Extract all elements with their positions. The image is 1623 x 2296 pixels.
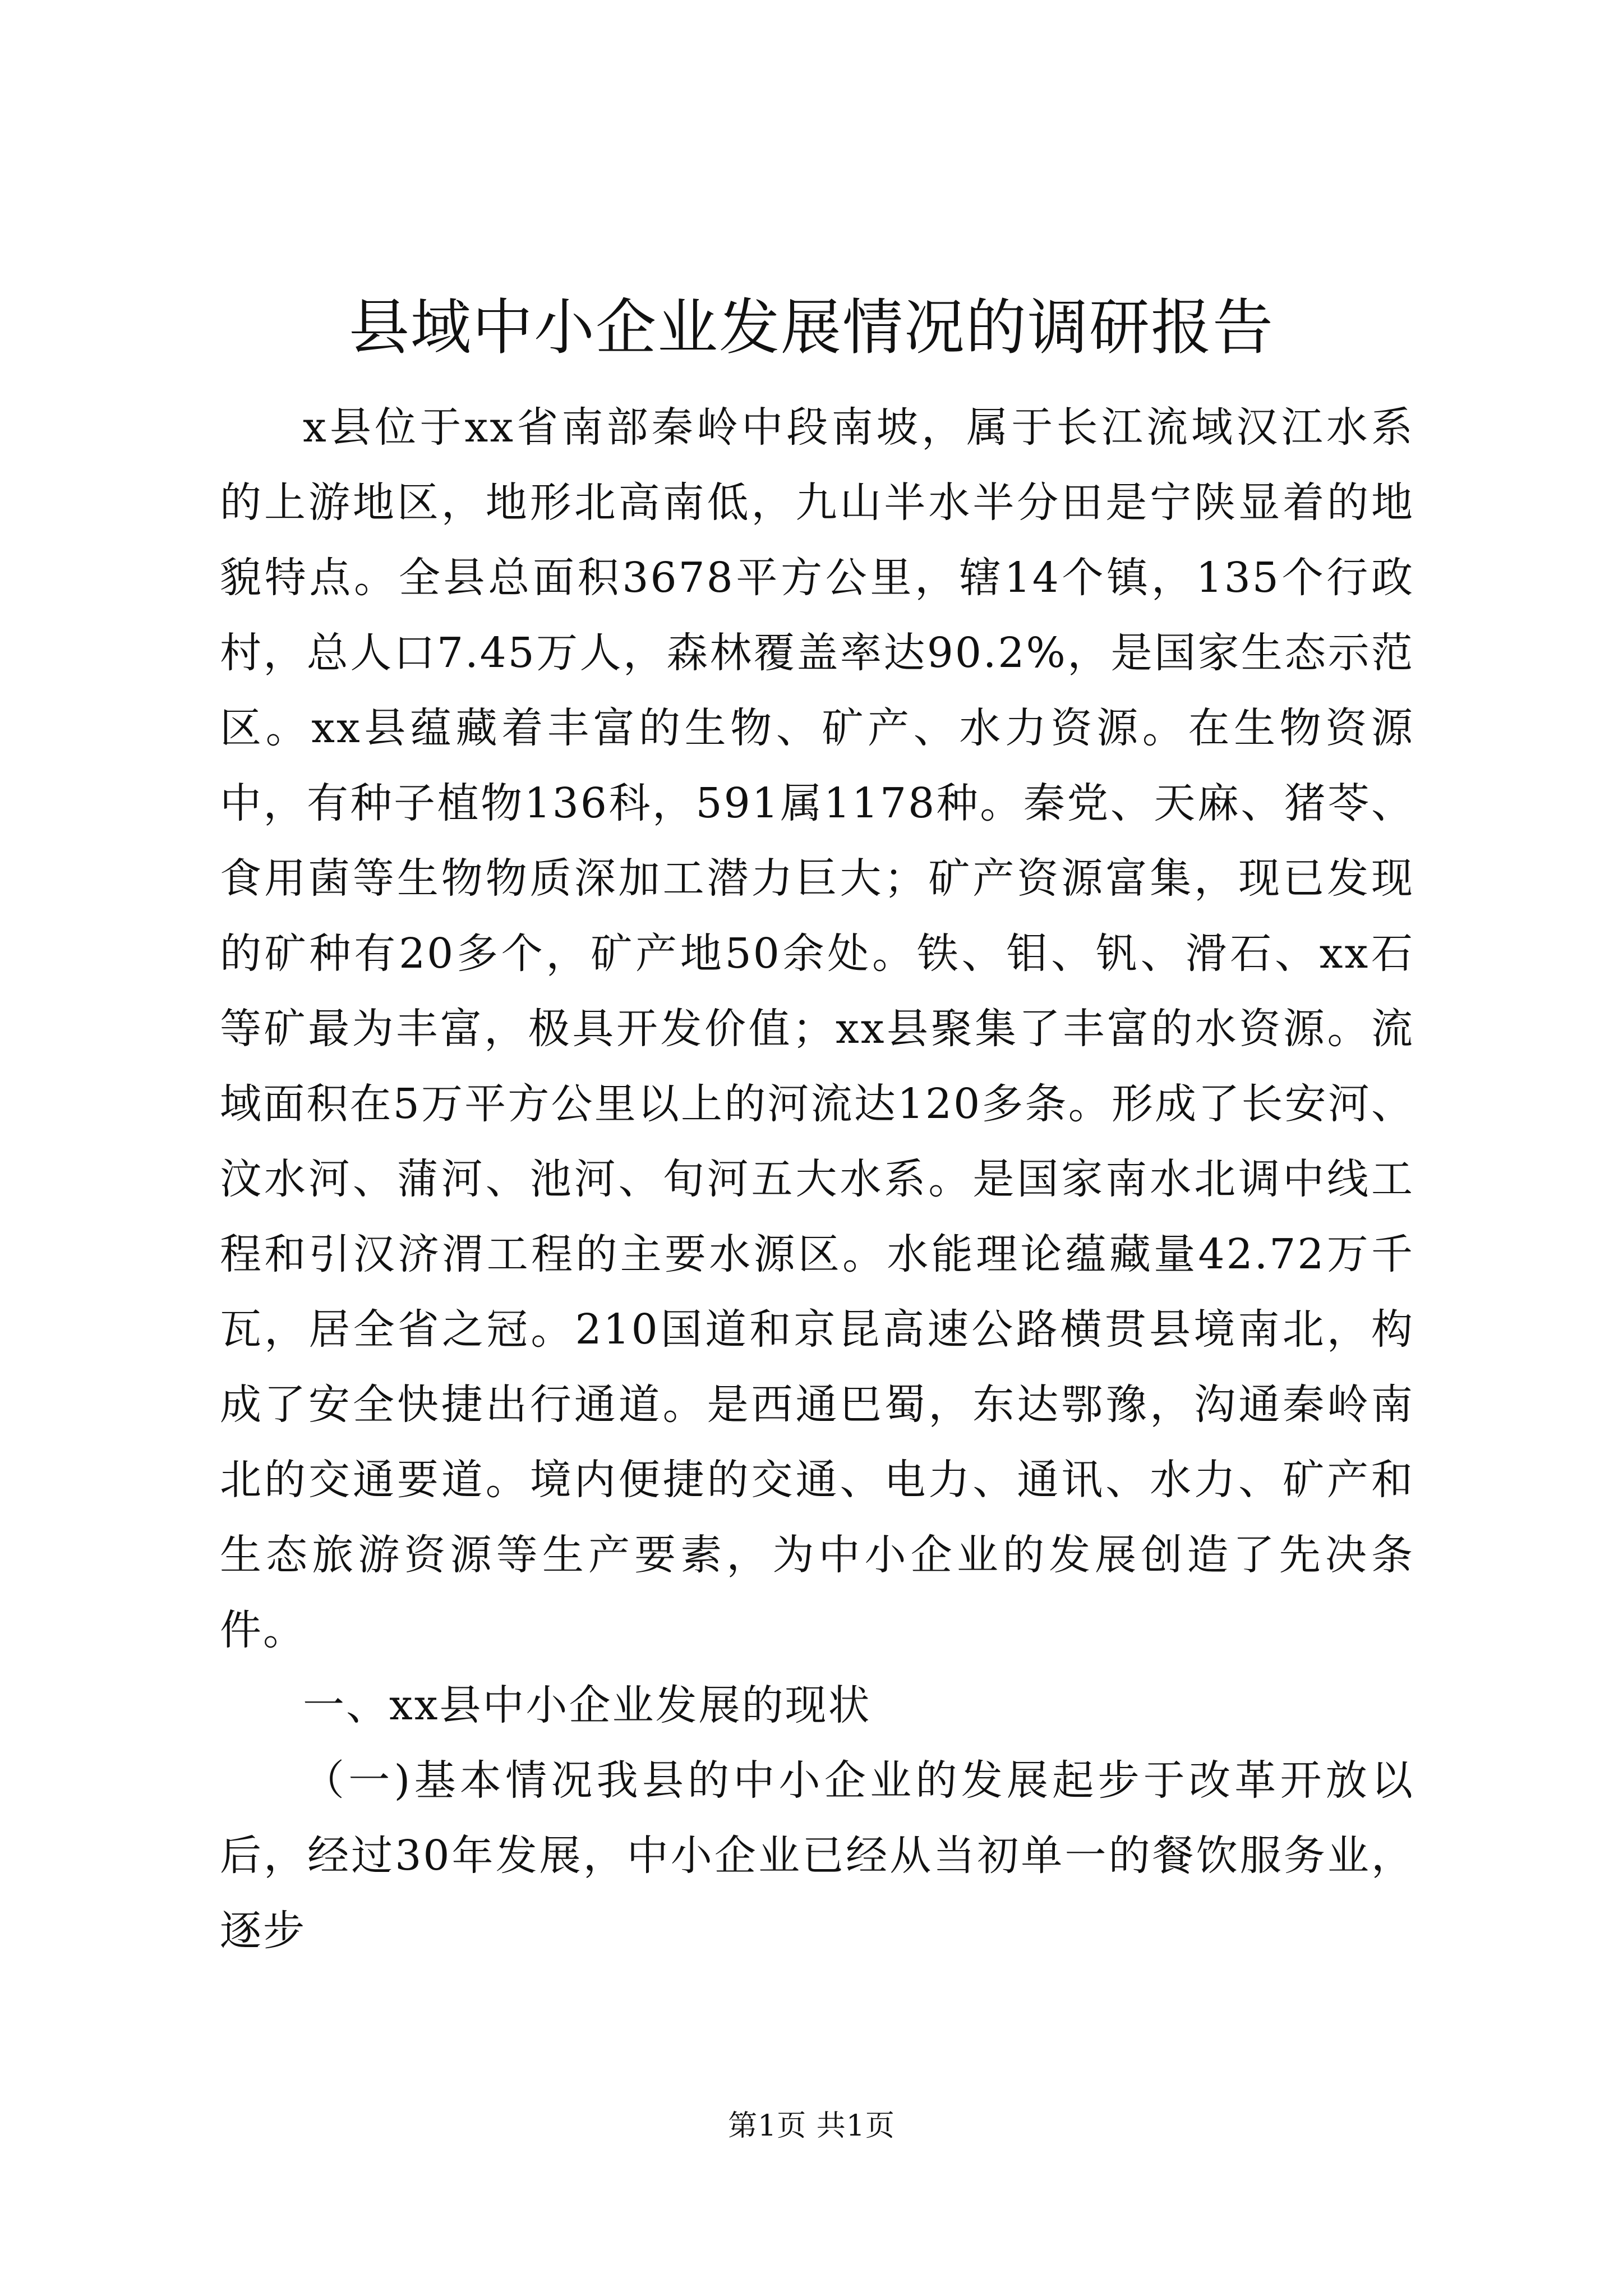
section-heading: 一、xx县中小企业发展的现状 [303, 1681, 872, 1729]
page-footer: 第1页 共1页 [728, 2109, 895, 2143]
document-title: 县域中小企业发展情况的调研报告 [348, 293, 1274, 363]
body-paragraph: x县位于xx省南部秦岭中段南坡，属于长江流域汉江水系的上游地区，地形北高南低，九山半水半分田是宁陕显着的地貌特点。全县总面积3678平方公里，辖14个镇，135个行政村，总人口7.45万人，森林覆盖率达90.2%，是国家生态示范区。xx县蕴藏着丰富的生物、矿产、水力资源。在生物资源中，有种子植物136科，591属1178种。秦党、天麻、猪苓、食用菌等生物物质深加工潜力巨大；矿产资源富集，现已发现的矿种有20多个，矿产地50余处。铁、钼、钒、滑石、xx石等矿最为丰富，极具开发价值；xx县聚集了丰富的水资源。流域面积在5万平方公里以上的河流达120多条。形成了长安河、汶水河、蒲河、池河、旬河五大水系。是国家南水北调中线工程和引汉济渭工程的主要水源区。水能理论蕴藏量42.72万千瓦，居全省之冠。210国道和京昆高速公路横贯县境南北，构成了安全快捷出行通道。是西通巴蜀，东达鄂豫，沟通秦岭南北的交通要道。境内便捷的交通、电力、通讯、水力、矿产和生态旅游资源等生产要素，为中小企业的发展创造了先决条件。 [220, 403, 1414, 1654]
subsection-paragraph: （一)基本情况我县的中小企业的发展起步于改革开放以后，经过30年发展，中小企业已经从当初单一的餐饮服务业，逐步 [220, 1756, 1414, 1955]
document-body [220, 390, 1414, 1968]
